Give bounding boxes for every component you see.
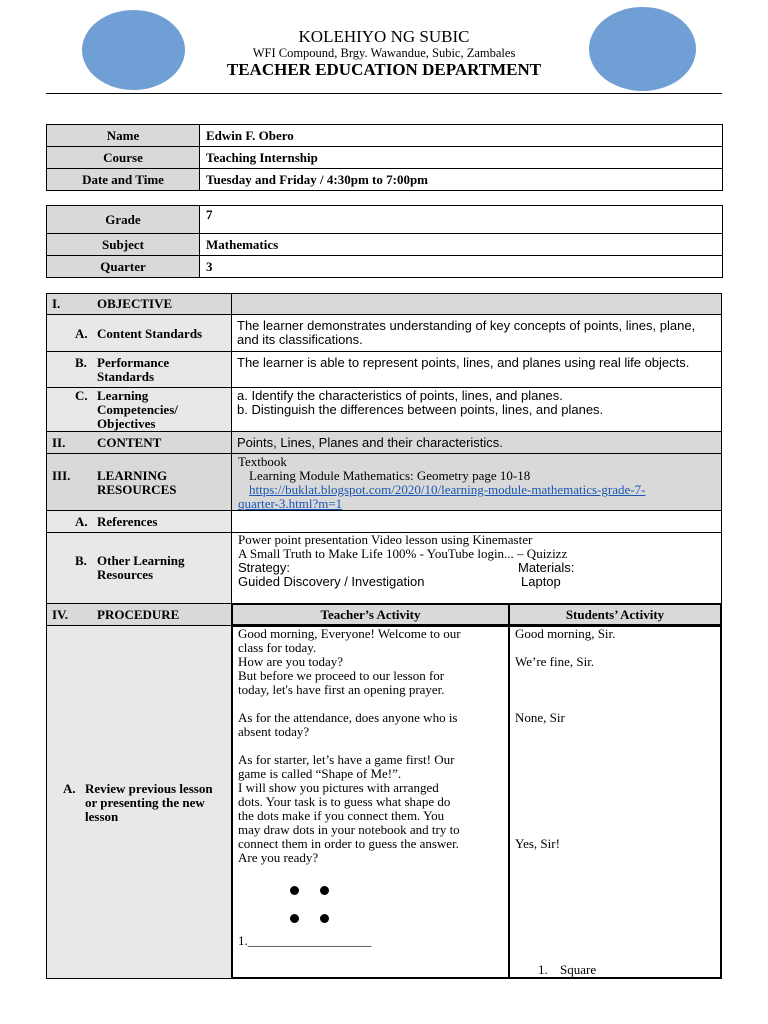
competency-line-1: a. Identify the characteristics of points, lines, and planes.: [237, 388, 563, 403]
resources-num: III.: [52, 468, 71, 483]
table-row: [47, 147, 723, 169]
objective-heading: OBJECTIVE: [97, 296, 173, 311]
content-heading: CONTENT: [97, 435, 162, 450]
resources-link-continued[interactable]: quarter-3.html?m=1: [238, 496, 343, 511]
other-resources-label: Other Learning Resources: [97, 553, 185, 582]
info-value: Tuesday and Friday / 4:30pm to 7:00pm: [200, 169, 723, 191]
student-line: None, Sir: [515, 710, 565, 725]
objective-value-cell: [231, 293, 722, 315]
teacher-line: absent today?: [238, 724, 310, 739]
teacher-line: today, let's have first an opening prayer.: [238, 682, 445, 697]
table-row: [47, 256, 723, 278]
materials-value: Laptop: [521, 574, 561, 589]
student-answer: Square: [560, 962, 597, 977]
school-address: WFI Compound, Brgy. Wawandue, Subic, Zambales: [252, 46, 516, 60]
content-standards-letter: A.: [75, 326, 88, 341]
review-label: Review previous lesson or presenting the new lesson: [85, 781, 213, 824]
content-standards-label: Content Standards: [97, 326, 203, 341]
teacher-line: game is called “Shape of Me!”.: [238, 766, 402, 781]
dot: [290, 914, 299, 923]
other-resources-line-1: Power point presentation Video lesson using Kinemaster: [238, 532, 533, 547]
student-activity-header: Students’ Activity: [565, 607, 665, 622]
content-num: II.: [52, 435, 66, 450]
student-activity-cell: [508, 625, 722, 979]
teacher-line: Good morning, Everyone! Welcome to our: [238, 626, 461, 641]
objective-num: I.: [52, 296, 61, 311]
performance-standards-letter: B.: [75, 355, 87, 370]
procedure-heading: PROCEDURE: [97, 607, 180, 622]
table-row: [47, 125, 723, 147]
department-title: TEACHER EDUCATION DEPARTMENT: [226, 60, 542, 79]
procedure-num: IV.: [52, 607, 69, 622]
resources-heading: LEARNING RESOURCES: [97, 468, 177, 497]
info-label: Name: [47, 125, 200, 147]
references-label: References: [97, 514, 158, 529]
info-value: Edwin F. Obero: [200, 125, 723, 147]
answer-blank: 1.___________________: [238, 933, 372, 948]
content-text: Points, Lines, Planes and their characteristics.: [237, 435, 503, 450]
materials-label: Materials:: [518, 560, 575, 575]
info-label: Subject: [47, 234, 200, 256]
dot: [320, 914, 329, 923]
competencies-letter: C.: [75, 388, 88, 403]
teacher-line: How are you today?: [238, 654, 344, 669]
references-letter: A.: [75, 514, 88, 529]
other-resources-line-2: A Small Truth to Make Life 100% - YouTube login... – Quizizz: [238, 546, 568, 561]
dot: [290, 886, 299, 895]
competencies-label: Learning Competencies/ Objectives: [97, 388, 178, 431]
competency-line-2: b. Distinguish the differences between points, lines, and planes.: [237, 402, 604, 417]
student-answer-number: 1.: [538, 962, 548, 977]
teacher-line: class for today.: [238, 640, 317, 655]
table-row: [47, 206, 723, 234]
resources-link[interactable]: https://buklat.blogspot.com/2020/10/learning-module-mathematics-grade-7-: [249, 482, 646, 497]
table-row: [47, 234, 723, 256]
teacher-line: the dots make if you connect them. You: [238, 808, 445, 823]
strategy-label: Strategy:: [238, 560, 291, 575]
teacher-line: Are you ready?: [238, 850, 319, 865]
student-line: Good morning, Sir.: [515, 626, 616, 641]
student-line: We’re fine, Sir.: [515, 654, 595, 669]
teacher-line: As for the attendance, does anyone who is: [238, 710, 458, 725]
info-label: Date and Time: [47, 169, 200, 191]
info-label: Course: [47, 147, 200, 169]
table-row: [47, 169, 723, 191]
teacher-line: dots. Your task is to guess what shape do: [238, 794, 451, 809]
teacher-line: But before we proceed to our lesson for: [238, 668, 445, 683]
teacher-line: As for starter, let’s have a game first! Our: [238, 752, 455, 767]
student-line: Yes, Sir!: [515, 836, 560, 851]
strategy-value: Guided Discovery / Investigation: [238, 574, 425, 589]
review-letter: A.: [63, 781, 76, 796]
references-value-cell: [231, 510, 722, 533]
info-label: Quarter: [47, 256, 200, 278]
performance-standards-text: The learner is able to represent points, lines, and planes using real life objects.: [237, 355, 690, 370]
content-standards-text: The learner demonstrates understanding of key concepts of points, lines, plane, and its classifications.: [237, 318, 696, 347]
teacher-line: may draw dots in your notebook and try to: [238, 822, 460, 837]
info-label: Grade: [47, 206, 200, 234]
info-value: 7: [200, 206, 723, 234]
resources-textbook: Textbook: [238, 454, 287, 469]
school-name: KOLEHIYO NG SUBIC: [298, 27, 470, 46]
info-value: Mathematics: [200, 234, 723, 256]
teacher-line: connect them in order to guess the answer.: [238, 836, 459, 851]
dot: [320, 886, 329, 895]
teacher-activity-header: Teacher’s Activity: [320, 607, 421, 622]
teacher-line: I will show you pictures with arranged: [238, 780, 439, 795]
performance-standards-label: Performance Standards: [97, 355, 170, 384]
class-info-table: [46, 205, 723, 278]
info-value: Teaching Internship: [200, 147, 723, 169]
resources-module: Learning Module Mathematics: Geometry page 10-18: [249, 468, 531, 483]
info-value: 3: [200, 256, 723, 278]
other-resources-letter: B.: [75, 553, 87, 568]
header-divider: [46, 93, 722, 94]
teacher-info-table: [46, 124, 723, 191]
